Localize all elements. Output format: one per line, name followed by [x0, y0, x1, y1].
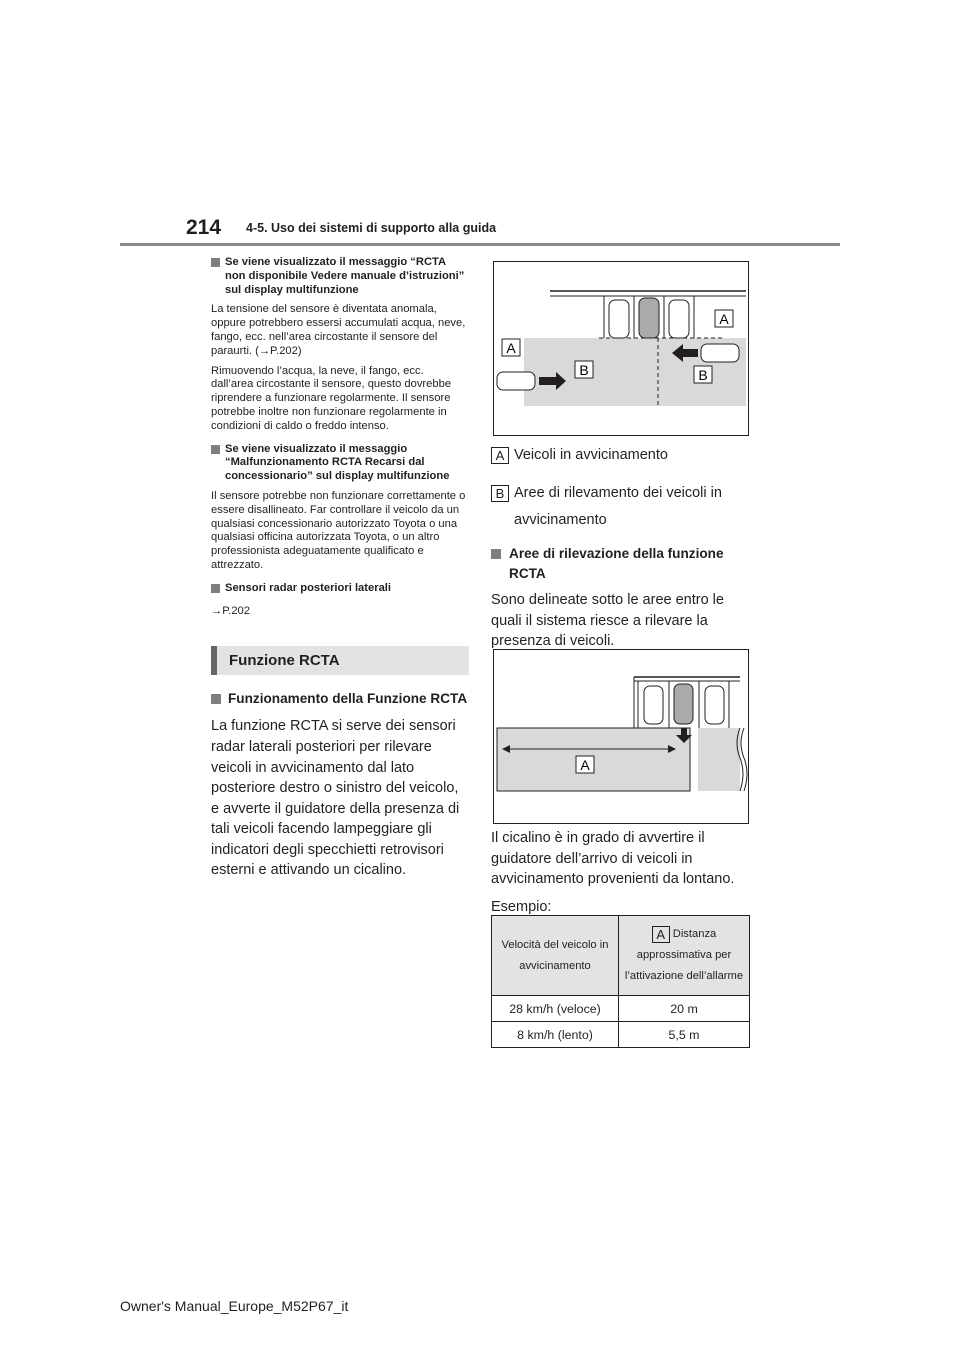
- paragraph: Rimuovendo l’acqua, la neve, il fango, ecc. dall’area circostante il sensore, questo dovrebbe riprendere a funzionare regolarmente. Il sensore potrebbe inoltre non funzionare regolarmente in condizioni di caldo o freddo intenso.: [211, 364, 452, 432]
- parked-car-icon: [644, 686, 663, 724]
- table-cell-speed: 8 km/h (lento): [492, 1022, 619, 1048]
- parking-diagram-2: [494, 650, 750, 825]
- legend-text: Veicoli in avvicinamento: [514, 447, 668, 463]
- label-a: A: [506, 340, 516, 356]
- subheading-text: Sensori radar posteriori laterali: [225, 581, 392, 594]
- page-number: 214: [186, 216, 222, 239]
- table-row: [492, 1022, 750, 1048]
- figure-detection-areas: [493, 261, 749, 436]
- label-a: A: [719, 311, 729, 327]
- parking-diagram-1: [494, 262, 750, 437]
- label-a: A: [580, 757, 590, 773]
- table-header-distance: [619, 916, 750, 996]
- legend-item-a: [491, 445, 751, 465]
- label-b: B: [698, 367, 708, 383]
- paragraph: La funzione RCTA si serve dei sensori radar laterali posteriori per rilevare veicoli in avvicinamento dal lato posteriore destro o sinistro del veicolo, e avverte il guidatore della presenza di tali veicoli facendo lampeggiare gli indicatori degli specchietti retrovisori esterni e attivando un cicalino.: [211, 718, 460, 879]
- section-title: 4-5. Uso dei sistemi di supporto alla guida: [246, 221, 497, 235]
- table-key: A: [652, 926, 670, 943]
- subheading-radar-sensors: [211, 582, 469, 596]
- table-header-distance-text: Distanza approssimativa per l’attivazione dell’allarme: [624, 928, 744, 982]
- paragraph: Il cicalino è in grado di avvertire il guidatore dell’arrivo di veicoli in avvicinamento provenienti da lontano.: [491, 830, 735, 888]
- square-bullet-icon: [211, 445, 220, 454]
- page-reference-link[interactable]: →P.202: [211, 604, 250, 617]
- section-box-title: Funzione RCTA: [211, 646, 469, 675]
- footer-text: Owner's Manual_Europe_M52P67_it: [120, 1298, 349, 1314]
- subheading-text: Se viene visualizzato il messaggio “RCTA non disponibile Vedere manuale d’istruzioni” sul display multifunzione: [225, 256, 465, 296]
- left-column: [211, 256, 469, 881]
- figure-long-range: [493, 649, 749, 824]
- legend-key: A: [491, 447, 509, 464]
- own-car-icon: [674, 684, 693, 724]
- table-cell-distance: 5,5 m: [619, 1022, 750, 1048]
- parked-car-icon: [669, 300, 689, 338]
- table-row: [492, 996, 750, 1022]
- square-bullet-icon: [491, 549, 501, 559]
- label-b: B: [579, 362, 589, 378]
- table-header-row: [492, 916, 750, 996]
- approaching-car-icon: [497, 372, 535, 390]
- right-column: [491, 440, 751, 652]
- legend-text: Aree di rilevamento dei veicoli in avvicinamento: [514, 485, 722, 528]
- distance-table: [491, 915, 750, 1048]
- square-bullet-icon: [211, 258, 220, 267]
- right-column-lower: [491, 828, 751, 917]
- square-bullet-icon: [211, 694, 221, 704]
- paragraph: Il sensore potrebbe non funzionare correttamente o essere disallineato. Far controllare il veicolo da un qualsiasi concessionario autorizzato Toyota o una qualsiasi officina autorizzata Toyota, o un altro professionista adeguatamente qualificato e attrezzato.: [211, 489, 466, 571]
- approaching-car-icon: [701, 344, 739, 362]
- parked-car-icon: [705, 686, 724, 724]
- subheading-text: Aree di rilevazione della funzione RCTA: [509, 546, 724, 581]
- subheading-rcta-operation: [211, 689, 469, 709]
- table-cell-distance: 20 m: [619, 996, 750, 1022]
- header-rule: [120, 243, 840, 246]
- parked-car-icon: [609, 300, 629, 338]
- subheading-rcta-malfunction: [211, 443, 469, 484]
- paragraph: Sono delineate sotto le aree entro le quali il sistema riesce a rilevare la presenza di veicoli.: [491, 592, 724, 650]
- subheading-text: Funzionamento della Funzione RCTA: [228, 691, 468, 707]
- legend-key: B: [491, 485, 509, 502]
- square-bullet-icon: [211, 584, 220, 593]
- paragraph: La tensione del sensore è diventata anomala, oppure potrebbero essersi accumulati acqua, neve, fango, ecc. nell’area circostante il sensore del paraurti. (→P.202): [211, 303, 466, 357]
- table-cell-speed: 28 km/h (veloce): [492, 996, 619, 1022]
- subheading-rcta-areas: [491, 544, 751, 584]
- own-car-icon: [639, 298, 659, 338]
- legend-item-b: [491, 480, 751, 534]
- table-header-speed: Velocità del veicolo in avvicinamento: [492, 916, 619, 996]
- subheading-text: Se viene visualizzato il messaggio “Malfunzionamento RCTA Recarsi dal concessionario” sul display multifunzione: [225, 442, 450, 483]
- subheading-rcta-unavailable: [211, 256, 469, 297]
- detection-area-right: [698, 728, 740, 791]
- paragraph: Esempio:: [491, 898, 552, 915]
